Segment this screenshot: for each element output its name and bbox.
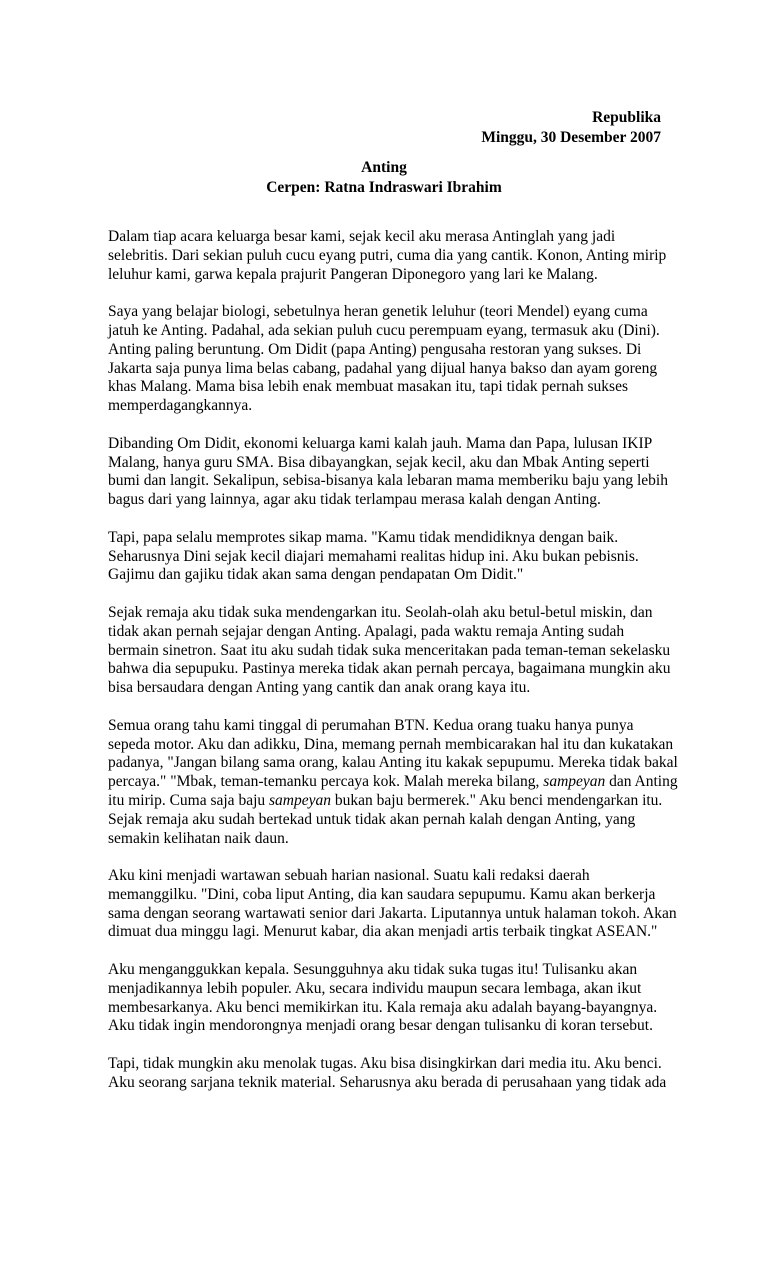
paragraph-line: Tapi, papa selalu memprotes sikap mama. "Kamu tidak mendidiknya dengan baik. xyxy=(108,528,619,546)
paragraph-line: sepeda motor. Aku dan adikku, Dina, memang pernah membicarakan hal itu dan kukatakan xyxy=(108,735,674,753)
paragraph-line: Sejak remaja aku sudah bertekad untuk tidak akan pernah kalah dengan Anting, yang xyxy=(108,810,636,828)
story-title: Anting xyxy=(361,159,407,176)
paragraph-line: Dibanding Om Didit, ekonomi keluarga kami kalah jauh. Mama dan Papa, lulusan IKIP xyxy=(108,434,653,452)
paragraph-line: Aku menganggukkan kepala. Sesungguhnya aku tidak suka tugas itu! Tulisanku akan xyxy=(108,961,638,979)
paragraph xyxy=(108,303,668,416)
paragraph xyxy=(108,961,668,1036)
paragraph-line: Gajimu dan gajiku tidak akan sama dengan pendapatan Om Didit." xyxy=(108,566,524,584)
paragraph-line: Semua orang tahu kami tinggal di perumahan BTN. Kedua orang tuaku hanya punya xyxy=(108,716,634,734)
paragraph-line: memperdagangkannya. xyxy=(108,397,253,415)
italic-term: sampeyan xyxy=(269,791,332,809)
paragraph-line: tidak akan pernah sejajar dengan Anting. Apalagi, pada waktu remaja Anting sudah xyxy=(108,622,625,640)
paragraph-line: Aku tidak ingin mendorongnya menjadi orang besar dengan tulisanku di koran tersebut. xyxy=(108,1017,653,1035)
paragraph-line: bahwa dia sepupuku. Pastinya mereka tidak akan pernah percaya, bagaimana mungkin aku xyxy=(108,660,671,678)
paragraph-line: bagus dari yang lainnya, agar aku tidak terlampau merasa kalah dengan Anting. xyxy=(108,491,601,509)
paragraph-line: Malang, hanya guru SMA. Bisa dibayangkan, sejak kecil, aku dan Mbak Anting seperti xyxy=(108,453,650,471)
paragraph-line: leluhur kami, garwa kepala prajurit Pangeran Diponegoro yang lari ke Malang. xyxy=(108,265,598,283)
paragraph-line: Seharusnya Dini sejak kecil diajari memahami realitas hidup ini. Aku bukan pebisnis. xyxy=(108,547,639,565)
paragraph-line: Aku seorang sarjana teknik material. Seharusnya aku berada di perusahaan yang tidak ada xyxy=(108,1073,667,1091)
paragraph-line: selebritis. Dari sekian puluh cucu eyang putri, cuma dia yang cantik. Konon, Anting mirip xyxy=(108,246,667,264)
paragraph-line: Saya yang belajar biologi, sebetulnya heran genetik leluhur (teori Mendel) eyang cuma xyxy=(108,303,648,321)
paragraph-line: bermain sinetron. Saat itu aku sudah tidak suka menceritakan pada teman-teman sekelasku xyxy=(108,641,671,659)
paragraph-line: khas Malang. Mama bisa lebih enak membuat masakan itu, tapi tidak pernah sukses xyxy=(108,378,628,396)
publication-date: Minggu, 30 Desember 2007 xyxy=(481,129,661,146)
paragraph xyxy=(108,529,668,585)
paragraph xyxy=(108,228,668,284)
paragraph xyxy=(108,603,671,698)
paragraph-line: dimuat dua minggu lagi. Menurut kabar, dia akan menjadi artis terbaik tingkat ASEAN." xyxy=(108,923,658,941)
publication-header xyxy=(481,108,661,148)
story-author: Cerpen: Ratna Indraswari Ibrahim xyxy=(266,179,502,196)
paragraph-line: semakin kelihatan naik daun. xyxy=(108,829,289,847)
paragraph-line: bumi dan langit. Sekalipun, sebisa-bisanya kala lebaran mama memberiku baju yang lebih xyxy=(108,472,668,490)
paragraph-line: Tapi, tidak mungkin aku menolak tugas. Aku bisa disingkirkan dari media itu. Aku benci. xyxy=(108,1055,662,1073)
story-body xyxy=(108,228,678,1111)
paragraph xyxy=(108,435,668,510)
paragraph-line: Jakarta saja punya lima belas cabang, padahal yang dijual hanya bakso dan ayam goreng xyxy=(108,359,658,377)
paragraph-line: Aku kini menjadi wartawan sebuah harian nasional. Suatu kali redaksi daerah xyxy=(108,867,590,885)
paragraph xyxy=(108,716,678,849)
italic-term: sampeyan xyxy=(543,773,606,791)
paragraph-line: menjadikannya lebih populer. Aku, secara individu maupun secara lembaga, akan ikut xyxy=(108,979,642,997)
paragraph-line: sama dengan seorang wartawati senior dari Jakarta. Liputannya untuk halaman tokoh. Akan xyxy=(108,904,677,922)
paragraph-line: bisa bersaudara dengan Anting yang cantik dan anak orang kaya itu. xyxy=(108,679,531,697)
story-title-block xyxy=(0,158,768,198)
paragraph-line: membesarkanya. Aku benci memikirkan itu. Kala remaja aku adalah bayang-bayangnya. xyxy=(108,998,658,1016)
paragraph-line: jatuh ke Anting. Padahal, ada sekian puluh cucu perempuam eyang, termasuk aku (Dini). xyxy=(108,321,660,339)
paragraph-line: padanya, "Jangan bilang sama orang, kalau Anting itu kakak sepupumu. Mereka tidak bakal xyxy=(108,754,678,772)
paragraph-line: memanggilku. "Dini, coba liput Anting, dia kan saudara sepupumu. Kamu akan berkerja xyxy=(108,885,656,903)
paragraph xyxy=(108,1055,668,1093)
paragraph-line: Dalam tiap acara keluarga besar kami, sejak kecil aku merasa Antinglah yang jadi xyxy=(108,228,616,245)
paragraph-line: Sejak remaja aku tidak suka mendengarkan itu. Seolah-olah aku betul-betul miskin, dan xyxy=(108,603,653,621)
paragraph xyxy=(108,867,677,942)
publication-name: Republika xyxy=(592,109,661,126)
paragraph-line: itu mirip. Cuma saja baju sampeyan bukan baju bermerek." Aku benci mendengarkan itu. xyxy=(108,791,663,809)
paragraph-line: percaya." "Mbak, teman-temanku percaya kok. Malah mereka bilang, sampeyan dan Anting xyxy=(108,773,678,791)
paragraph-line: Anting paling beruntung. Om Didit (papa Anting) pengusaha restoran yang sukses. Di xyxy=(108,340,642,358)
